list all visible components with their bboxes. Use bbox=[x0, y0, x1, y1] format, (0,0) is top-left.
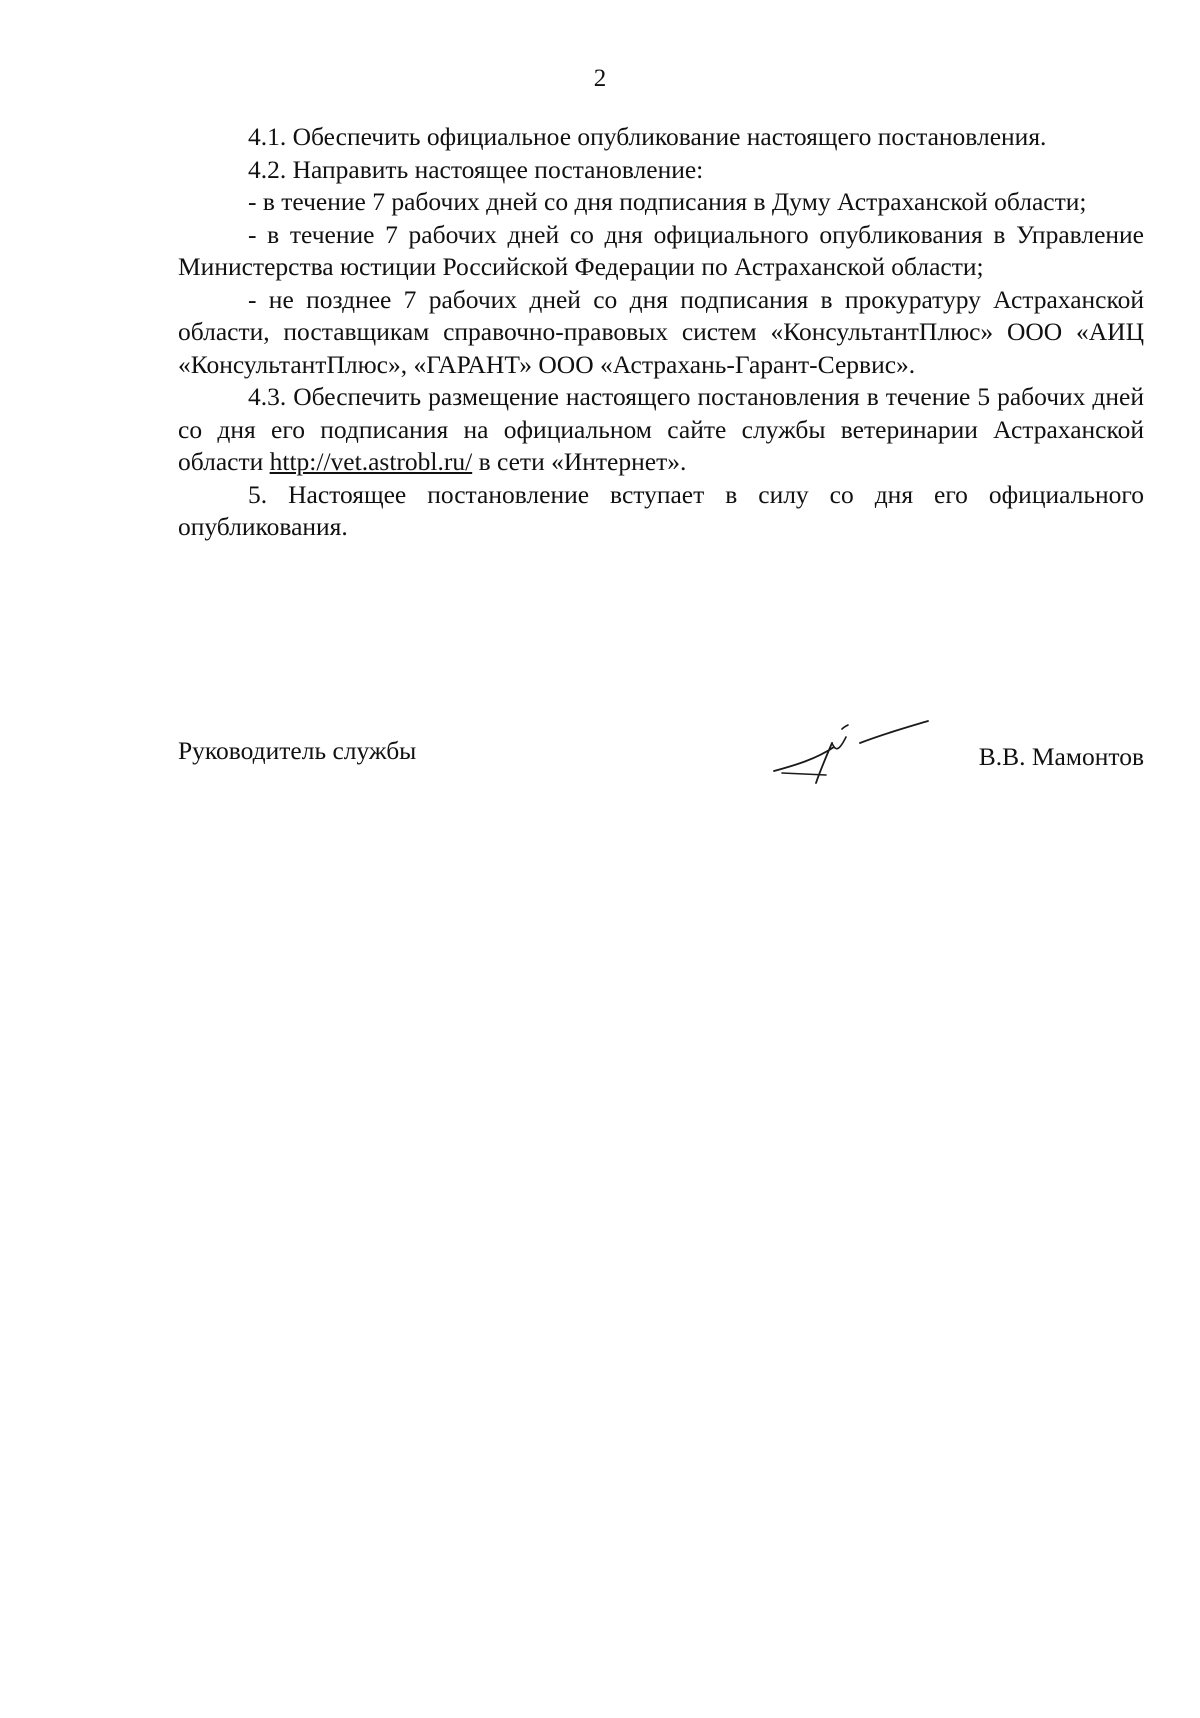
paragraph-4-3-text-end: в сети «Интернет». bbox=[472, 447, 687, 476]
paragraph-4-3-text-start: 4.3. Обеспечить размещение настоящего постановления в течение 5 рабочих дней со дня его подписания на официальном сайте службы ветеринарии Астраханской области bbox=[178, 382, 1144, 476]
document-body bbox=[178, 121, 1144, 544]
signature-block bbox=[178, 735, 1144, 815]
signatory-name: В.В. Мамонтов bbox=[978, 742, 1144, 771]
paragraph-4-3 bbox=[178, 381, 1144, 479]
paragraph-4-1: 4.1. Обеспечить официальное опубликование настоящего постановления. bbox=[248, 122, 1047, 151]
paragraph-4-2-item-duma: - в течение 7 рабочих дней со дня подписания в Думу Астраханской области; bbox=[248, 187, 1087, 216]
handwritten-signature bbox=[756, 713, 936, 785]
website-link[interactable]: http://vet.astrobl.ru/ bbox=[269, 447, 473, 476]
paragraph-4-2-item-prosecutor: - не позднее 7 рабочих дней со дня подписания в прокуратуру Астраханской области, поставщикам справочно-правовых систем «КонсультантПлюс» ООО «АИЦ «КонсультантПлюс», «ГАРАНТ» ООО «Астрахань-Гарант-Сервис». bbox=[178, 284, 1144, 379]
paragraph-5: 5. Настоящее постановление вступает в силу со дня его официального опубликования. bbox=[178, 479, 1144, 541]
paragraph-4-2: 4.2. Направить настоящее постановление: bbox=[248, 154, 704, 184]
paragraph-4-2-item-ministry: - в течение 7 рабочих дней со дня официального опубликования в Управление Министерства юстиции Российской Федерации по Астраханской области; bbox=[178, 219, 1144, 281]
page-number: 2 bbox=[593, 65, 607, 92]
signatory-position: Руководитель службы bbox=[178, 736, 417, 765]
